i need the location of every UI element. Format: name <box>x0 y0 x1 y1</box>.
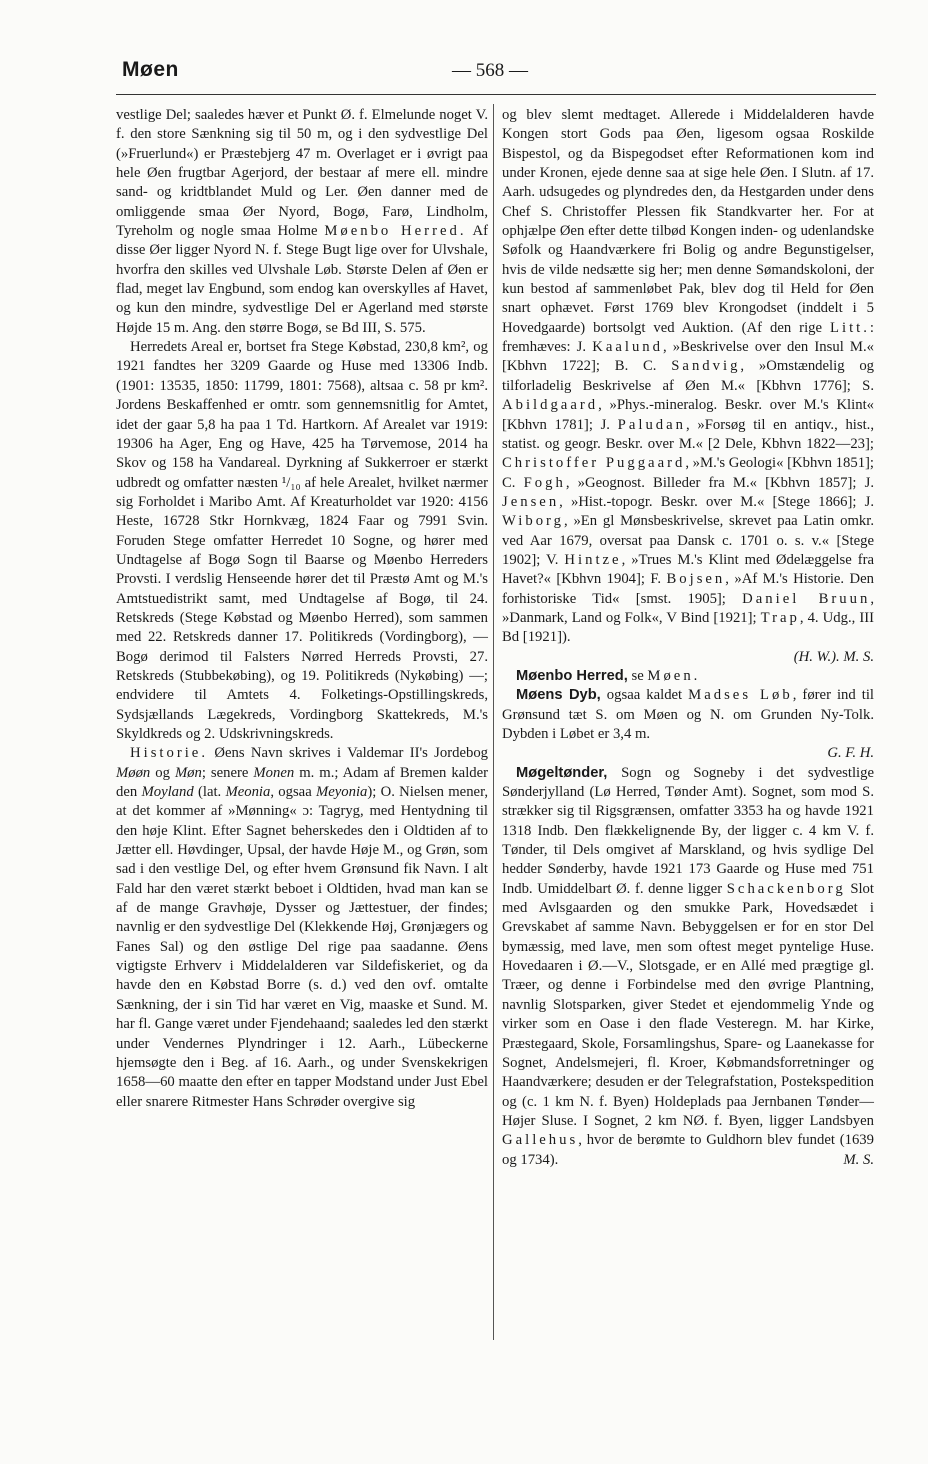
entry-moens-dyb <box>502 686 874 744</box>
text-span: Slot med Avlsgaarden og den smukke Park, Hovedsædet i Grevskabet af samme Navn. Bebyggelsen er for en stor Del bymæssig, med lave, men som oftest meget pyntelige Huse. Hovedaaren i Ø.—V., Slotsgade, er en Allé med prægtige gl. Træer, og denne i Forbindelse med den øvrige Plantning, navnlig Slotsparken, giver Stedet et ejendommelig Ynde og virker som en Oase i den flade Vesteregn. M. har Kirke, Præstegaard, Skole, Forsamlingshus, Spare- og Laanekasse for Sognet, Andelsmejeri, fl. Kroer, Købmandsforretninger og Haandværkere; desuden er der Telegrafstation, Postekspedition og (c. 1 km N. f. Byen) Holdeplads paa Jernbanen Tønder—Højer Sluse. I Sognet, 2 km NØ. f. Byen, ligger Landsbyen <box>502 880 874 1129</box>
text-span: (lat. <box>197 784 222 801</box>
signature: G. F. H. <box>827 745 874 762</box>
author-spaced: Kaalund <box>592 339 663 356</box>
paragraph-history <box>116 744 488 1112</box>
text-span: , 4. Udg., III Bd [1921]). <box>502 609 874 646</box>
italic-name: Meyonia <box>316 784 368 801</box>
text-span: , »En gl Mønsbeskrivelse, skrevet paa Latin omkr. ved Aar 1679, oversat paa Dansk c. 1701 o. s. v.« [Stege 1902]; V. <box>502 513 874 568</box>
text-span: , hvor de berømte to Guldhorn blev fundet (1639 og 1734). <box>502 1132 874 1168</box>
text-span: Sogn og Sogneby i det sydvestlige Sønderjylland (Lø Herred, Tønder Amt). Sognet, som mod S. strækker sig til Rigsgrænsen, omfatter 3353 ha og havde 1921 1318 Indb. Den flækkelignende By, der ligger c. 4 km V. f. Tønder, til Dels omgivet af Marskland, og hvis sydlige Del hedder Sønderby, havde 1921 173 Gaarde og Huse med 751 Indb. Umiddelbart Ø. f. denne ligger <box>502 764 875 897</box>
author-spaced: Trap <box>760 609 800 626</box>
author-spaced: Abildgaard <box>502 397 599 414</box>
text-span: , »Forsøg til en antiqv., hist., statist. og geogr. Beskr. over M.« [2 Dele, Kbhvn 1822—23]; <box>502 416 875 452</box>
text-span: Af disse Øer ligger Nyord N. f. Stege Bugt lige over for Ulvshale, hvorfra den skilles ved Ulvshale Løb. Største Delen af Øen er flad, meget lav Engbund, som endog kan overskylles af Havet, og kun den mindre, sydvestlige Del er Agerland med største Højde 15 m. Ang. den større Bogø, se Bd III, S. 575. <box>116 223 488 336</box>
column-divider <box>493 104 494 1340</box>
entry-headword: Møens Dyb, <box>516 687 601 704</box>
author-spaced: Paludan <box>617 416 686 433</box>
italic-name: Monen <box>253 764 295 781</box>
text-span: , fører ind til Grønsund tæt S. om Møen og N. om Grunden Ny-Tolk. Dybden i Løbet er 3,4 m. <box>502 687 874 742</box>
text-span: , »Phys.-mineralog. Beskr. over M.'s Klint« [Kbhvn 1781]; J. <box>502 397 874 433</box>
text-span: , »Af M.'s Historie. Den forhistoriske Tid« [smst. 1905]; <box>502 571 874 607</box>
page-header <box>0 54 928 94</box>
text-span: , »Danmark, Land og Folk«, V Bind [1921]; <box>502 590 874 626</box>
text-span: og blev slemt medtaget. Allerede i Middelalderen havde Kongen stort Gods paa Øen, ligesom ogsaa Roskilde Bispestol, og da Bispegodset efter Reformationen kom ind under Kronen, ejede denne saa at sige hele Øen. I Slutn. af 17. Aarh. udsugedes og plyndredes den, da Hestgarden under dens Chef S. Christoffer Plessen fik Standkvarter her. For at ophjælpe Øen efter dette tilbød Kongen inden- og udenlandske Søfolk og Haandværkere fri Bolig og andre Begunstigelser, hvis de vilde nedsætte sig her; men denne Sømandskoloni, der kun bestod af sammenløbet Pak, blev dog til Held for Øen snart ophævet. Først 1769 blev Krongodset (inddelt i 5 Hovedgaarde) bortsolgt ved Auktion. (Af den rige <box>502 107 874 336</box>
cross-reference: Møen. <box>647 667 701 684</box>
text-span: m. m.; Adam af Bremen kalder den <box>116 764 489 801</box>
litt-label: Litt. <box>830 319 870 336</box>
author-spaced: Sandvig <box>671 358 741 375</box>
author-spaced: Christoffer Puggaard <box>502 455 686 472</box>
author-spaced: Hintze <box>564 551 622 568</box>
text-span: , »Omstændelig og tilforladelig Beskrivelse af Øen M.« [Kbhvn 1776]; S. <box>502 358 875 394</box>
italic-name: Moyland <box>141 784 194 801</box>
text-span: ); O. Nielsen mener, at det kommer af »Mønning« ɔ: Tagryg, med Hentydning til den høje Klint. Efter Sagnet beherskedes den i Oldtiden af to Jætter ell. Høvdinger, Upsal, der havde Høje M., og Grøn, som sad i den vestlige Del, og efter hvem Grønsund fik Navn. I alt Fald har den været stærkt beboet i Oldtiden, hvad man kan se af de mange Gravhøje, Dysser og Jættestuer, der findes; navnlig er den sydvestlige Del (Klekkende Høj, Grønjægers og Fanes Sal) og den østlige Del rige paa saadanne. Øens vigtigste Erhverv i Middelalderen var Sildefiskeriet, og da havde den en Købstad Borre (s. d.) ved den ovf. omtalte Sænkning, der i sin Tid har været en Vig, maaske et Sund. M. har fl. Gange været under Fjendehaand; saaledes led den stærkt under Vendernes Plyndringer i 12. Aarh., Lübeckerne hjemsøgte den i Beg. af 16. Aarh., og under Svenskekrigen 1658—60 maatte den efter en tapper Modstand under Just Ebel eller snarere Ritmester Hans Schrøder overgive sig <box>116 784 489 1110</box>
text-span: Øens Navn skrives i Valdemar II's Jordebog <box>214 745 489 762</box>
text-span: , »Hist.-topogr. Beskr. over M.« [Stege 1866]; J. <box>559 493 874 510</box>
entry-moenbo-herred <box>502 667 874 686</box>
page-number: — 568 — <box>452 60 528 81</box>
author-spaced: Jensen <box>502 493 560 510</box>
text-span: , »M.'s Geologi« [Kbhvn 1851]; C. <box>502 455 875 491</box>
text-span: og <box>155 764 170 781</box>
running-head: Møen <box>122 58 179 81</box>
signature: M. S. <box>843 1151 874 1168</box>
name-spaced: Schackenborg <box>726 880 846 897</box>
text-span: ; senere <box>201 764 249 781</box>
paragraph-island-description <box>116 106 488 338</box>
text-span: , »Beskrivelse over den Insul M.« [Kbhvn 1722]; B. C. <box>502 339 875 375</box>
entry-headword: Møgeltønder, <box>516 764 608 781</box>
text-span: : fremhæves: J. <box>502 319 874 356</box>
name-spaced: Madses Løb <box>688 687 793 704</box>
text-span: se <box>631 667 644 684</box>
author-spaced: Bojsen <box>666 571 726 588</box>
right-column <box>502 106 874 1170</box>
left-column <box>116 106 488 1112</box>
author-spaced: Wiborg <box>502 513 565 530</box>
italic-name: Møn <box>174 764 202 781</box>
author-spaced: Daniel Bruun <box>742 590 871 607</box>
author-spaced: Fogh <box>523 474 566 491</box>
text-span: , ogsaa <box>270 784 312 801</box>
name-spaced: Gallehus <box>502 1132 579 1149</box>
italic-name: Meonia <box>225 784 271 801</box>
paragraph-history-continued <box>502 106 874 648</box>
text-span: ogsaa kaldet <box>606 687 683 704</box>
text-span: , »Geognost. Billeder fra M.« [Kbhvn 1857]; J. <box>565 474 875 491</box>
entry-moegeltoender <box>502 764 874 1170</box>
italic-name: Møøn <box>116 764 151 781</box>
text-span: vestlige Del; saaledes hæver et Punkt Ø. f. Elmelunde noget V. f. den store Sænkning sig til 50 m, og i den sydvestlige Del (»Fruerlund«) er Præstebjerg 47 m. Overlaget er i øvrigt paa hele Øen frugtbar Agerjord, der bestaar af mere ell. mindre sand- og kridtblandet Muld og Ler. Øen danner med de omliggende smaa Øer Nyord, Bogø, Farø, Lindholm, Tyreholm og nogle smaa Holme <box>116 107 488 240</box>
paragraph-herred-area: Herredets Areal er, bortset fra Stege Købstad, 230,8 km², og 1921 fandtes her 3209 Gaarde og Huse med 13306 Indb. (1901: 13535, 1850: 11799, 1801: 7568), altsaa c. 58 pr km². Jordens Beskaffenhed er omtr. som gennemsnitlig for Amtet, idet der gaar 5,8 ha paa 1 Td. Hartkorn. Af Arealet var 1919: 19306 ha Ager, Eng og Have, 425 ha Tørvemose, 2014 ha Skov og 158 ha Vandareal. Dyrkning af Sukkerroer er stærkt udbredt og omfatter næsten ¹/₁₀ af hele Arealet, hvilket nærmer sig Forholdet i Maribo Amt. Af Kreaturholdet var 1920: 4156 Heste, 16728 Stkr Hornkvæg, 1824 Faar og 7991 Svin. Foruden Stege omfatter Herredet 10 Sogne, og hører med Undtagelse af Bogø Sogn til Baarse og Møenbo Herreders Provsti. I verdslig Henseende hører det til Præstø Amt og M.'s Amtstuedistrikt samt, med Undtagelse af Bogø, til 24. Retskreds (Stege Købstad og Møenbo Herred), som sammen med 22. Retskreds danner 17. Politikreds (Vordingborg), — Bogø derimod til Falsters Nørred Herreds Provsti, 27. Retskreds (Stubbekøbing), og 19. Politikreds (Nykøbing) —; endvidere til Amtets 4. Folketings-Opstillingskreds, Sydsjællands Lægekreds, Vordingborg Skattekreds, M.'s Skyldkreds og 2. Udskrivningskreds. <box>116 339 488 742</box>
history-label: Historie. <box>130 745 208 762</box>
text-span: , »Trues M.'s Klint med Ødelæggelse fra Havet?« [Kbhvn 1904]; F. <box>502 551 875 588</box>
signature: (H. W.). M. S. <box>793 648 874 665</box>
herred-spaced: Møenbo Herred. <box>324 223 467 240</box>
header-rule <box>116 94 876 95</box>
entry-headword: Møenbo Herred, <box>516 667 628 684</box>
